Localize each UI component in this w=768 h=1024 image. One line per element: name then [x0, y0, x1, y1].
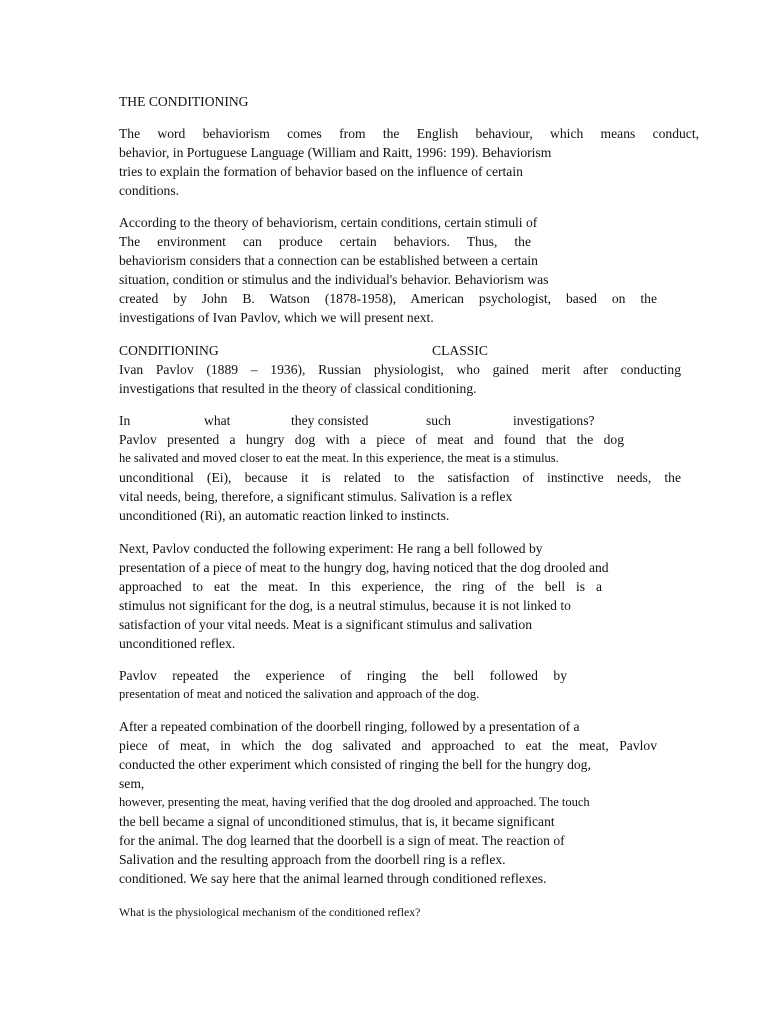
- paragraph-line: unconditioned reflex.: [119, 636, 236, 651]
- paragraph-line: conditions.: [119, 183, 180, 198]
- paragraph-line: sem,: [119, 776, 145, 791]
- paragraph-word: what: [204, 413, 231, 428]
- paragraph-line: presentation of a piece of meat to the hungry dog, having noticed that the dog drooled and: [119, 560, 609, 575]
- paragraph-word: investigations?: [513, 413, 595, 428]
- paragraph-line: Next, Pavlov conducted the following experiment: He rang a bell followed by: [119, 541, 543, 556]
- paragraph-line: presentation of meat and noticed the salivation and approach of the dog.: [119, 687, 480, 701]
- paragraph-line: investigations that resulted in the theory of classical conditioning.: [119, 381, 477, 396]
- paragraph-line: piece of meat, in which the dog salivated and approached to eat the meat, Pavlov: [119, 738, 657, 753]
- paragraph-line: Pavlov repeated the experience of ringing the bell followed by: [119, 668, 567, 683]
- paragraph-line: Ivan Pavlov (1889 – 1936), Russian physiologist, who gained merit after conducting: [119, 362, 681, 377]
- paragraph-word: such: [426, 413, 451, 428]
- paragraph-line: According to the theory of behaviorism, certain conditions, certain stimuli of: [119, 215, 538, 230]
- paragraph-line: however, presenting the meat, having verified that the dog drooled and approached. The touch: [119, 795, 590, 809]
- paragraph-line: After a repeated combination of the doorbell ringing, followed by a presentation of a: [119, 719, 580, 734]
- section-heading-right: CLASSIC: [432, 343, 488, 358]
- paragraph-line: for the animal. The dog learned that the doorbell is a sign of meat. The reaction of: [119, 833, 565, 848]
- paragraph-word: they consisted: [291, 413, 369, 428]
- paragraph-line: vital needs, being, therefore, a significant stimulus. Salivation is a reflex: [119, 489, 513, 504]
- paragraph-line: investigations of Ivan Pavlov, which we will present next.: [119, 310, 434, 325]
- paragraph-line: approached to eat the meat. In this experience, the ring of the bell is a: [119, 579, 602, 594]
- paragraph-line: The word behaviorism comes from the English behaviour, which means conduct,: [119, 126, 699, 141]
- paragraph-word: In: [119, 413, 131, 428]
- paragraph-line: satisfaction of your vital needs. Meat is a significant stimulus and salivation: [119, 617, 533, 632]
- paragraph-line: tries to explain the formation of behavior based on the influence of certain: [119, 164, 523, 179]
- paragraph-line: situation, condition or stimulus and the individual's behavior. Behaviorism was: [119, 272, 549, 287]
- paragraph-line: Pavlov presented a hungry dog with a piece of meat and found that the dog: [119, 432, 624, 447]
- paragraph-line: he salivated and moved closer to eat the meat. In this experience, the meat is a stimulus.: [119, 451, 559, 465]
- paragraph-line: unconditional (Ei), because it is related to the satisfaction of instinctive needs, the: [119, 470, 681, 485]
- paragraph-line: created by John B. Watson (1878-1958), American psychologist, based on the: [119, 291, 657, 306]
- paragraph-line: The environment can produce certain behaviors. Thus, the: [119, 234, 531, 249]
- closing-question: What is the physiological mechanism of the conditioned reflex?: [119, 905, 421, 919]
- document-title: THE CONDITIONING: [119, 94, 249, 109]
- paragraph-line: behavior, in Portuguese Language (William and Raitt, 1996: 199). Behaviorism: [119, 145, 552, 160]
- paragraph-line: unconditioned (Ri), an automatic reaction linked to instincts.: [119, 508, 450, 523]
- paragraph-line: conducted the other experiment which consisted of ringing the bell for the hungry dog,: [119, 757, 591, 772]
- paragraph-line: behaviorism considers that a connection can be established between a certain: [119, 253, 538, 268]
- section-heading-left: CONDITIONING: [119, 343, 219, 358]
- paragraph-line: stimulus not significant for the dog, is a neutral stimulus, because it is not linked to: [119, 598, 571, 613]
- paragraph-line: conditioned. We say here that the animal learned through conditioned reflexes.: [119, 871, 547, 886]
- paragraph-line: Salivation and the resulting approach from the doorbell ring is a reflex.: [119, 852, 506, 867]
- paragraph-line: the bell became a signal of unconditioned stimulus, that is, it became significant: [119, 814, 555, 829]
